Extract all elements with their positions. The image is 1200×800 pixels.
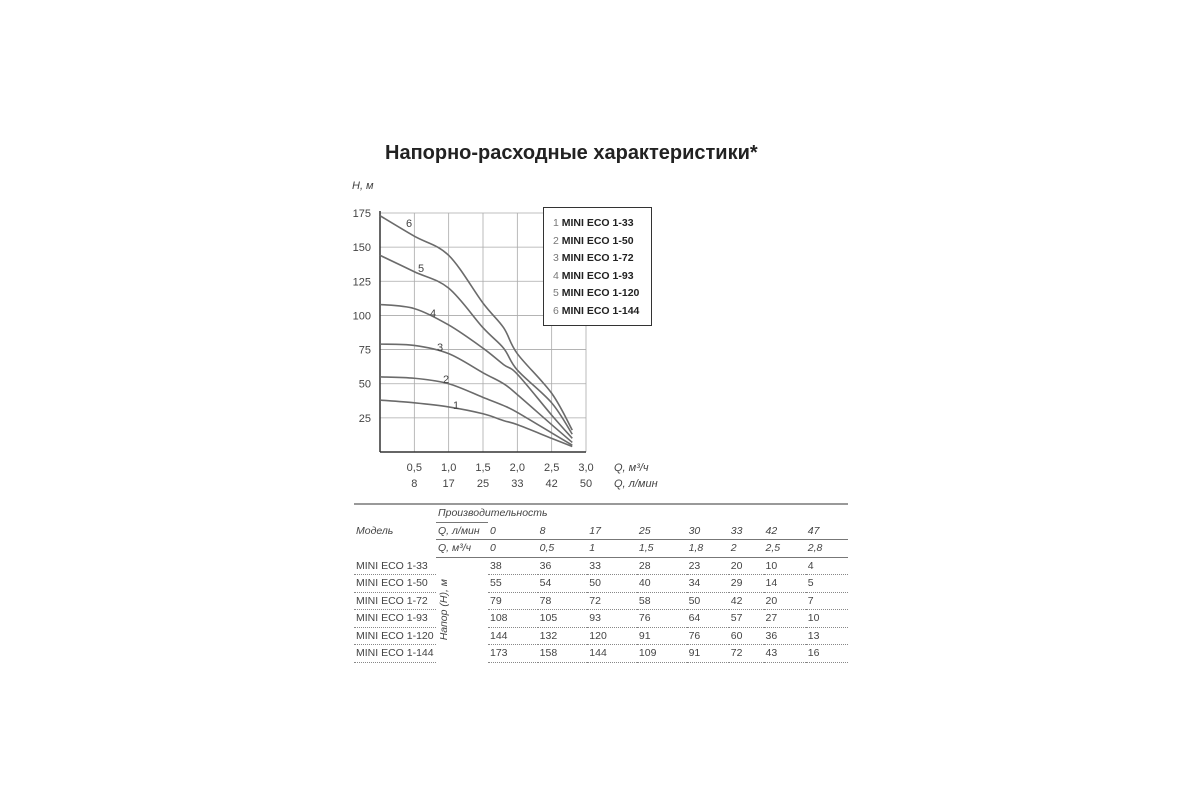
value-cell: 5	[806, 575, 848, 593]
value-cell: 64	[687, 610, 729, 628]
value-cell: 54	[538, 575, 588, 593]
value-cell: 42	[729, 592, 764, 610]
x-tick-label: 2,5	[544, 462, 560, 474]
model-cell: MINI ECO 1-144	[354, 645, 436, 663]
table-row	[354, 610, 848, 628]
legend-item	[553, 233, 651, 251]
model-header: Модель	[356, 525, 394, 537]
value-cell: 132	[538, 627, 588, 645]
legend-number: 1	[553, 217, 562, 229]
table-row	[354, 575, 848, 593]
x-tick-label: 1,0	[441, 462, 457, 474]
x-tick-label-secondary: 8	[411, 478, 418, 490]
x-tick-label: 2,0	[509, 462, 525, 474]
curve-label: 1	[453, 400, 460, 412]
model-cell: MINI ECO 1-72	[354, 592, 436, 610]
q-lmin-cell: 30	[687, 522, 729, 540]
q-lmin-cell: 25	[637, 522, 687, 540]
value-cell: 40	[637, 575, 687, 593]
curve-label: 2	[443, 374, 450, 386]
q-lmin-cell: 33	[729, 522, 764, 540]
value-cell: 7	[806, 592, 848, 610]
legend-label: MINI ECO 1-50	[561, 234, 634, 247]
q-m3h-cell: 2,5	[764, 540, 806, 558]
value-cell: 13	[806, 627, 848, 645]
curve-label: 6	[406, 218, 413, 230]
q-m3h-label: Q, м³/ч	[436, 540, 488, 558]
value-cell: 58	[637, 592, 687, 610]
value-cell: 173	[488, 645, 538, 663]
value-cell: 10	[806, 610, 848, 628]
legend-label: MINI ECO 1-144	[561, 304, 640, 317]
legend-item	[553, 215, 651, 233]
value-cell: 34	[687, 575, 729, 593]
q-m3h-cell: 2	[729, 540, 764, 558]
q-m3h-cell: 0,5	[538, 540, 588, 558]
x-tick-label-secondary: 17	[442, 478, 455, 490]
q-m3h-cell: 1	[587, 540, 637, 558]
value-cell: 120	[587, 627, 637, 645]
value-cell: 78	[538, 592, 588, 610]
value-cell: 93	[587, 610, 637, 628]
y-tick-label: 125	[352, 276, 371, 289]
value-cell: 60	[729, 627, 764, 645]
q-m3h-cell: 2,8	[806, 540, 848, 558]
value-cell: 79	[488, 592, 538, 610]
table-row	[354, 557, 848, 575]
x-tick-label: 3,0	[578, 462, 594, 474]
value-cell: 55	[488, 575, 538, 593]
x-tick-label-secondary: 33	[511, 478, 524, 490]
legend-number: 4	[553, 269, 562, 282]
y-tick-label: 150	[352, 242, 371, 255]
y-tick-label: 175	[352, 208, 371, 220]
model-cell: MINI ECO 1-33	[354, 557, 436, 575]
value-cell: 14	[764, 575, 806, 593]
q-lmin-cell: 0	[488, 522, 538, 540]
value-cell: 4	[806, 557, 848, 575]
legend-number: 6	[553, 304, 562, 317]
table-row	[354, 627, 848, 645]
value-cell: 20	[729, 557, 764, 575]
value-cell: 144	[488, 627, 538, 645]
value-cell: 36	[538, 557, 588, 575]
chart-title: Напорно-расходные характеристики*	[385, 142, 758, 164]
value-cell: 10	[764, 557, 806, 575]
value-cell: 28	[637, 557, 687, 575]
value-cell: 50	[587, 575, 637, 593]
curve-label: 4	[430, 308, 437, 320]
x-tick-label: 1,5	[475, 462, 491, 474]
q-m3h-cell: 1,5	[637, 540, 687, 558]
value-cell: 50	[687, 592, 729, 610]
legend-item	[553, 303, 651, 321]
y-axis-label: H, м	[352, 180, 374, 192]
value-cell: 29	[729, 575, 764, 593]
table-row	[354, 592, 848, 610]
value-cell: 144	[587, 645, 637, 663]
value-cell: 38	[488, 557, 538, 575]
x-tick-label-secondary: 42	[545, 478, 558, 490]
value-cell: 91	[687, 645, 729, 663]
legend-number: 5	[553, 287, 562, 300]
q-m3h-cell: 1,8	[687, 540, 729, 558]
value-cell: 91	[637, 627, 687, 645]
value-cell: 109	[637, 645, 687, 663]
head-label: Напор (H), м	[438, 579, 450, 641]
value-cell: 108	[488, 610, 538, 628]
legend-label: MINI ECO 1-72	[561, 252, 634, 265]
group-header: Производительность	[438, 507, 548, 520]
q-lmin-cell: 47	[806, 522, 848, 540]
value-cell: 43	[764, 645, 806, 663]
legend-number: 3	[553, 252, 562, 265]
model-cell: MINI ECO 1-50	[354, 575, 436, 593]
legend-label: MINI ECO 1-33	[561, 217, 634, 229]
value-cell: 57	[729, 610, 764, 628]
chart-legend	[543, 207, 652, 326]
curve-1	[380, 400, 572, 446]
x-tick-label-secondary: 50	[579, 478, 593, 490]
value-cell: 36	[764, 627, 806, 645]
y-tick-label: 100	[352, 310, 371, 323]
value-cell: 27	[764, 610, 806, 628]
q-lmin-cell: 8	[538, 522, 588, 540]
value-cell: 33	[587, 557, 637, 575]
curve-label: 3	[437, 342, 444, 354]
value-cell: 76	[637, 610, 687, 628]
value-cell: 23	[687, 557, 729, 575]
y-tick-label: 75	[358, 344, 371, 357]
value-cell: 72	[729, 645, 764, 663]
legend-item	[553, 268, 651, 286]
y-tick-label: 50	[358, 378, 371, 391]
legend-item	[553, 250, 651, 268]
q-lmin-label: Q, л/мин	[436, 522, 488, 540]
q-lmin-cell: 42	[764, 522, 806, 540]
legend-label: MINI ECO 1-93	[561, 269, 634, 282]
y-tick-label: 25	[358, 412, 371, 425]
value-cell: 20	[764, 592, 806, 610]
performance-table	[354, 503, 848, 663]
x-axis-label-lmin: Q, л/мин	[614, 478, 658, 490]
x-tick-label: 0,5	[406, 462, 422, 474]
value-cell: 72	[587, 592, 637, 610]
value-cell: 105	[538, 610, 588, 628]
legend-label: MINI ECO 1-120	[561, 287, 640, 300]
x-axis-label-m3h: Q, м³/ч	[614, 462, 649, 474]
model-cell: MINI ECO 1-93	[354, 610, 436, 628]
table-row	[354, 645, 848, 663]
curve-label: 5	[418, 263, 425, 275]
value-cell: 16	[806, 645, 848, 663]
q-lmin-cell: 17	[587, 522, 637, 540]
q-m3h-cell: 0	[488, 540, 538, 558]
x-tick-label-secondary: 25	[476, 478, 490, 490]
legend-item	[553, 285, 651, 303]
value-cell: 158	[538, 645, 588, 663]
legend-number: 2	[553, 234, 562, 247]
model-cell: MINI ECO 1-120	[354, 627, 436, 645]
value-cell: 76	[687, 627, 729, 645]
